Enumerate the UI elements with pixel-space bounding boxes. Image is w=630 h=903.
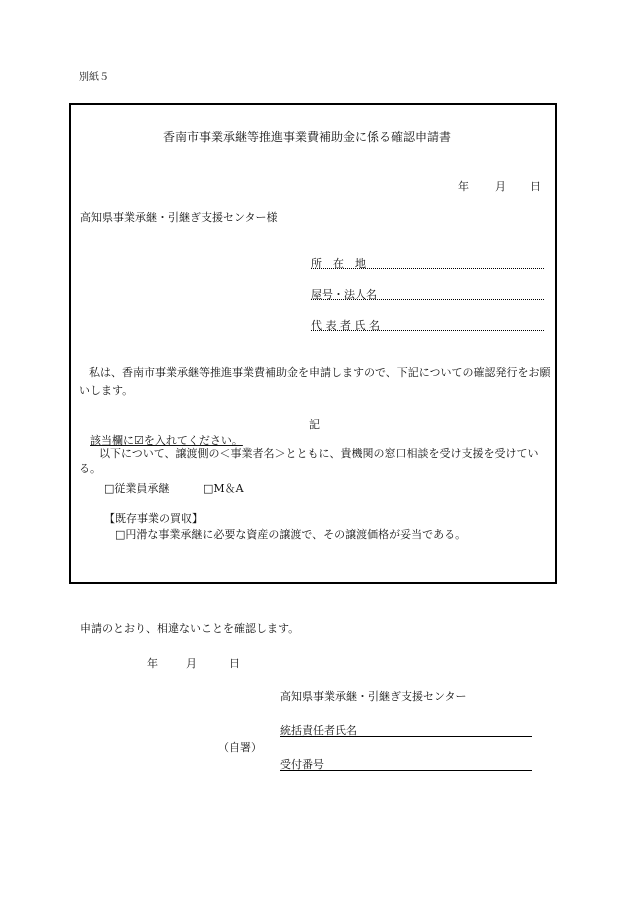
location-line[interactable]: [311, 268, 544, 269]
employee-succession-checkbox[interactable]: □従業員承継: [104, 482, 170, 495]
trade-name-line[interactable]: [311, 299, 544, 300]
form-date-month: 月: [495, 180, 506, 193]
mna-checkbox[interactable]: □M＆A: [203, 482, 244, 495]
confirmation-date-year: 年: [147, 657, 158, 670]
ki-label: 記: [309, 418, 320, 431]
addressee: 高知県事業承継・引継ぎ支援センター様: [80, 211, 278, 224]
manager-name-label: 統括責任者氏名: [280, 724, 357, 737]
representative-line[interactable]: [311, 330, 544, 331]
confirmation-date-day: 日: [229, 657, 240, 670]
representative-label: 代 表 者 氏 名: [311, 319, 380, 332]
checkbox-instruction: 該当欄に☑を入れてください。: [90, 434, 243, 447]
location-label: 所 在 地: [311, 257, 366, 270]
center-name: 高知県事業承継・引継ぎ支援センター: [280, 690, 467, 703]
self-signature-label: （自署）: [218, 741, 262, 754]
trade-name-label: 屋号・法人名: [311, 288, 377, 301]
confirmation-date-month: 月: [186, 657, 197, 670]
attachment-label: 別紙５: [79, 72, 109, 83]
receipt-number-label: 受付番号: [280, 758, 324, 771]
form-title: 香南市事業承継等推進事業費補助金に係る確認申請書: [163, 130, 452, 144]
receipt-number-line[interactable]: [280, 770, 532, 771]
request-text: 私は、香南市事業承継等推進事業費補助金を申請しますので、下記についての確認発行をお願いします。: [79, 366, 551, 397]
asset-transfer-checkbox[interactable]: □円滑な事業承継に必要な資産の譲渡で、その譲渡価格が妥当である。: [115, 528, 467, 541]
form-date-day: 日: [530, 180, 541, 193]
form-date-year: 年: [458, 180, 469, 193]
support-statement: 以下について、譲渡側の＜事業者名＞とともに、貴機関の窓口相談を受け支援を受けている。: [79, 447, 539, 475]
manager-name-line[interactable]: [280, 736, 532, 737]
existing-business-heading: 【既存事業の買収】: [104, 512, 203, 525]
confirmation-text: 申請のとおり、相違ないことを確認します。: [80, 622, 300, 635]
